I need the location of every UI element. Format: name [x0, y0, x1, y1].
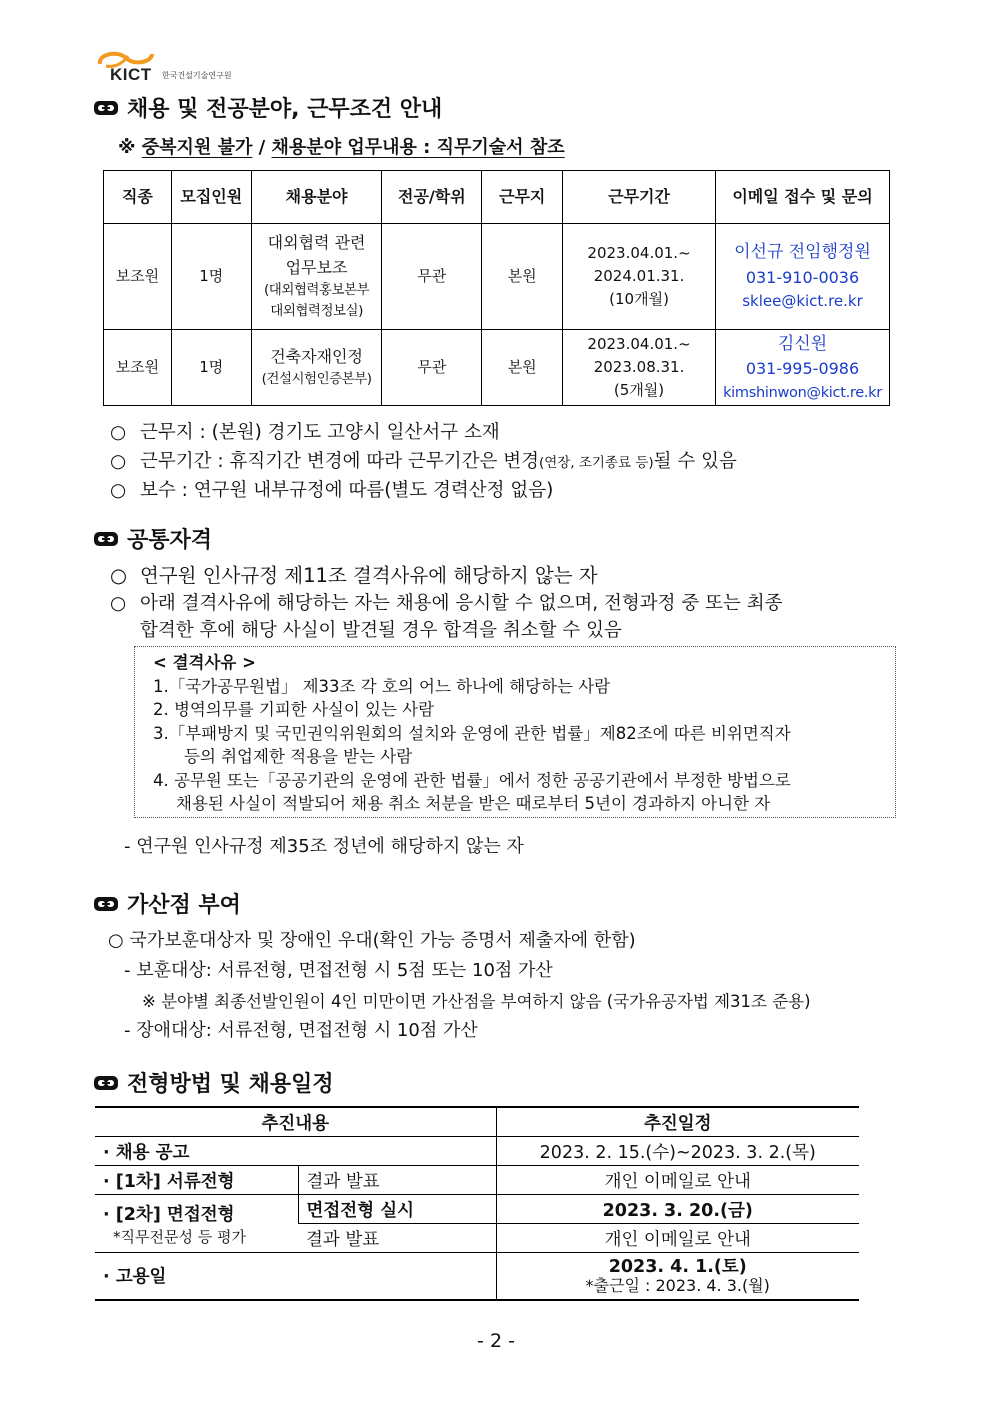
cell-period [563, 330, 716, 406]
cell-period [563, 224, 716, 330]
row-label: · 채용 공고 [95, 1137, 496, 1166]
bonus-item: - 장애대상: 서류전형, 면접전형 시 10점 가산 [124, 1020, 478, 1041]
kict-logo [96, 48, 266, 88]
bullet: ○ [110, 480, 127, 501]
field-line: 건축자재인정 [270, 346, 363, 366]
table-row [95, 1195, 859, 1224]
cell-major: 무관 [382, 224, 482, 330]
header-location: 근무지 [482, 171, 563, 224]
cell-count: 1명 [171, 224, 251, 330]
row-label: · [1차] 서류전형 [95, 1166, 298, 1195]
note-mark: ※ [118, 137, 136, 158]
schedule-header [95, 1107, 859, 1137]
bonus-item: ○ 국가보훈대상자 및 장애인 우대(확인 가능 증명서 제출자에 한함) [108, 930, 636, 951]
condition-salary [110, 476, 553, 502]
condition-text: 근무지 : (본원) 경기도 고양시 일산서구 소재 [140, 422, 500, 443]
section-title-text: 가산점 부여 [127, 893, 241, 918]
cell-type: 보조원 [104, 330, 172, 406]
box-item: 1.「국가공무원법」 제33조 각 호의 어느 하나에 해당하는 사람 [153, 676, 611, 696]
box-item: 2. 병역의무를 기피한 사실이 있는 사람 [153, 700, 435, 719]
table-row [95, 1253, 859, 1300]
box-item: 채용된 사실이 적발되어 채용 취소 처분을 받은 때로부터 5년이 경과하지 아니한 자 [176, 794, 771, 813]
contact-phone: 031-910-0036 [745, 267, 860, 287]
row-label-cell [95, 1195, 298, 1253]
section-title-schedule [93, 1067, 334, 1098]
link-icon [93, 1075, 119, 1091]
bullet: ○ [110, 422, 127, 443]
row-note: *출근일 : 2023. 4. 3.(월) [585, 1275, 770, 1295]
cell-major: 무관 [382, 330, 482, 406]
period-line: 2023.04.01.~ [587, 243, 691, 262]
note-duplicate: 중복지원 불가 [141, 137, 253, 158]
page-number: - 2 - [477, 1330, 515, 1352]
section-title-recruitment [93, 92, 442, 123]
box-item: 3.「부패방지 및 국민권익위원회의 설치와 운영에 관한 법률」제82조에 따른 비위면직자 [153, 723, 791, 743]
header-schedule: 추진일정 [496, 1107, 859, 1137]
row-sub: 면접전형 실시 [298, 1195, 496, 1224]
cell-location: 본원 [482, 330, 563, 406]
row-schedule: 2023. 3. 20.(금) [496, 1195, 859, 1224]
logo-brand: KICT [110, 65, 152, 84]
row-schedule: 개인 이메일로 안내 [496, 1224, 859, 1253]
bonus-item: - 보훈대상: 서류전형, 면접전형 시 5점 또는 10점 가산 [124, 960, 553, 981]
row-note: *직무전문성 등 평가 [113, 1227, 246, 1246]
header-contact: 이메일 접수 및 문의 [715, 171, 889, 224]
cell-location: 본원 [482, 224, 563, 330]
field-line: 대외협력 관련 [267, 232, 366, 252]
contact-phone: 031-995-0986 [745, 359, 860, 379]
condition-period [110, 447, 737, 473]
section-title-text: 공통자격 [127, 528, 213, 553]
box-item: 4. 공무원 또는「공공기관의 운영에 관한 법률」에서 정한 공공기관에서 부정한 방법으로 [153, 770, 791, 790]
job-table-header [104, 171, 890, 224]
period-line: 2023.04.01.~ [587, 334, 691, 353]
row-label: · 고용일 [95, 1253, 496, 1300]
cell-type: 보조원 [104, 224, 172, 330]
note-separator: / [258, 137, 266, 158]
section-title-bonus [93, 888, 241, 919]
logo-org-name: 한국건설기술연구원 [162, 71, 232, 80]
section-note [118, 133, 565, 159]
period-line: 2024.01.31. [593, 266, 685, 285]
table-row [104, 330, 890, 406]
schedule-table [95, 1106, 859, 1301]
contact-name: 이선규 전임행정원 [734, 242, 871, 263]
condition-text: 보수 : 연구원 내부규정에 따름(별도 경력산정 없음) [140, 480, 554, 501]
row-schedule-cell [496, 1253, 859, 1300]
header-type: 직종 [104, 171, 172, 224]
job-table [103, 170, 890, 406]
row-schedule: 2023. 2. 15.(수)~2023. 3. 2.(목) [496, 1137, 859, 1166]
qualification-item-2-cont [140, 616, 622, 642]
link-icon [93, 896, 119, 912]
section-title-text: 전형방법 및 채용일정 [127, 1072, 334, 1097]
bonus-note: ※ 분야별 최종선발인원이 4인 미만이면 가산점을 부여하지 않음 (국가유공자법 제31조 준용) [142, 992, 811, 1011]
condition-text: 될 수 있음 [653, 451, 737, 472]
qualification-item-1: ○ 연구원 인사규정 제11조 결격사유에 해당하지 않는 자 [110, 564, 598, 587]
field-line: (대외협력홍보본부 [264, 282, 370, 299]
note-job-description: 채용분야 업무내용 : 직무기술서 참조 [271, 137, 565, 158]
section-title-text: 채용 및 전공분야, 근무조건 안내 [127, 97, 443, 122]
row-sub: 결과 발표 [298, 1166, 496, 1195]
contact-email[interactable]: kimshinwon@kict.re.kr [723, 384, 882, 401]
row-schedule: 2023. 4. 1.(토) [608, 1256, 747, 1277]
condition-text-small: (연장, 조기종료 등) [538, 455, 654, 471]
disqualification-box [134, 646, 896, 818]
row-label: · [2차] 면접전형 [103, 1204, 235, 1225]
condition-location [110, 418, 500, 444]
table-row [95, 1137, 859, 1166]
box-title: < 결격사유 > [153, 653, 256, 672]
link-icon [93, 100, 119, 116]
cell-field [251, 330, 382, 406]
qualification-text: 아래 결격사유에 해당하는 자는 채용에 응시할 수 없으며, 전형과정 중 또는 최종 [140, 593, 783, 614]
contact-email[interactable]: sklee@kict.re.kr [742, 292, 863, 311]
period-line: (5개월) [613, 381, 665, 400]
cell-contact [715, 330, 889, 406]
field-line: (건설시험인증본부) [261, 371, 372, 388]
field-line: 대외협력정보실) [270, 303, 363, 320]
header-content: 추진내용 [95, 1107, 496, 1137]
header-field: 채용분야 [251, 171, 382, 224]
retirement-item: - 연구원 인사규정 제35조 정년에 해당하지 않는 자 [124, 836, 524, 857]
box-item: 등의 취업제한 적용을 받는 사람 [184, 747, 413, 766]
row-sub: 결과 발표 [298, 1224, 496, 1253]
cell-contact [715, 224, 889, 330]
header-major: 전공/학위 [382, 171, 482, 224]
qualification-text: 연구원 인사규정 제11조 결격사유에 해당하지 않는 자 [140, 564, 598, 587]
section-title-qualifications [93, 523, 212, 554]
condition-text: 근무기간 : 휴직기간 변경에 따라 근무기간은 변경 [140, 451, 539, 472]
cell-field [251, 224, 382, 330]
row-schedule: 개인 이메일로 안내 [496, 1166, 859, 1195]
link-icon [93, 531, 119, 547]
period-line: (10개월) [609, 290, 669, 309]
contact-name: 김신원 [777, 333, 828, 354]
cell-count: 1명 [171, 330, 251, 406]
field-line: 업무보조 [285, 257, 348, 277]
header-count: 모집인원 [171, 171, 251, 224]
qualification-item-2: ○ 아래 결격사유에 해당하는 자는 채용에 응시할 수 없으며, 전형과정 중 또는 최종 [110, 593, 783, 614]
header-period: 근무기간 [563, 171, 716, 224]
qualification-text: 합격한 후에 해당 사실이 발견될 경우 합격을 취소할 수 있음 [140, 620, 622, 641]
period-line: 2023.08.31. [593, 357, 685, 376]
bullet: ○ [110, 451, 127, 472]
table-row [95, 1166, 859, 1195]
table-row [104, 224, 890, 330]
